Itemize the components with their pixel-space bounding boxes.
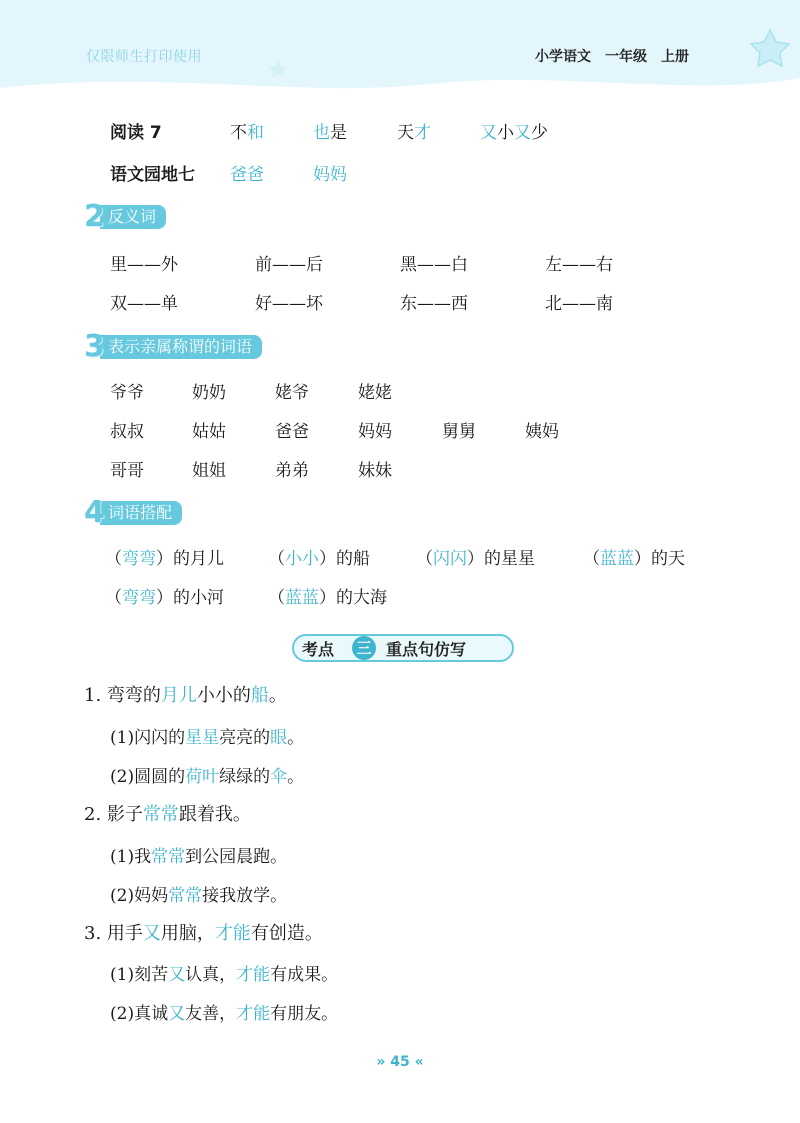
collocation-item: （弯弯）的月儿 <box>105 549 224 569</box>
sentence-1-1: (1)闪闪的星星亮亮的眼。 <box>110 728 305 748</box>
antonym-pair: 左——右 <box>545 255 613 275</box>
collocation-item: （弯弯）的小河 <box>105 588 224 608</box>
kinship-word: 姨妈 <box>525 422 559 442</box>
word-item: 妈妈 <box>313 165 347 185</box>
antonym-pair: 东——西 <box>400 294 468 314</box>
kinship-word: 姐姐 <box>192 461 226 481</box>
section-badge-antonyms: 2 反义词 <box>84 202 166 232</box>
row-title: 阅读 7 <box>110 123 162 143</box>
sentence-3-1: (1)刻苦又认真，才能有成果。 <box>110 965 339 985</box>
antonym-pair: 北——南 <box>545 294 613 314</box>
collocation-item: （闪闪）的星星 <box>416 549 535 569</box>
section-badge-kinship: 3 表示亲属称谓的词语 <box>84 332 262 362</box>
sentence-1: 1. 弯弯的月儿小小的船。 <box>84 685 287 706</box>
kaodian-label: 考点 <box>302 640 335 659</box>
antonym-pair: 黑——白 <box>400 255 468 275</box>
antonym-pair: 前——后 <box>255 255 323 275</box>
kinship-word: 奶奶 <box>192 383 226 403</box>
arrow-left-icon: « <box>414 1054 424 1070</box>
sentence-2-1: (1)我常常到公园晨跑。 <box>110 847 288 867</box>
kinship-word: 爷爷 <box>110 383 144 403</box>
sentence-3: 3. 用手又用脑，才能有创造。 <box>84 923 323 944</box>
kaodian-heading <box>292 634 514 666</box>
kinship-word: 姥爷 <box>275 383 309 403</box>
kinship-word: 姑姑 <box>192 422 226 442</box>
word-item: 天才 <box>397 123 431 143</box>
collocation-item: （蓝蓝）的天 <box>583 549 685 569</box>
page-number: » 45 « <box>376 1054 424 1070</box>
kinship-word: 妈妈 <box>358 422 392 442</box>
kinship-word: 哥哥 <box>110 461 144 481</box>
kinship-word: 妹妹 <box>358 461 392 481</box>
kinship-word: 姥姥 <box>358 383 392 403</box>
collocation-item: （蓝蓝）的大海 <box>268 588 387 608</box>
sentence-1-2: (2)圆圆的荷叶绿绿的伞。 <box>110 767 305 787</box>
antonym-pair: 好——坏 <box>255 294 323 314</box>
sentence-3-2: (2)真诚又友善，才能有朋友。 <box>110 1004 339 1024</box>
collocation-item: （小小）的船 <box>268 549 370 569</box>
row-title: 语文园地七 <box>110 165 195 185</box>
kaodian-title: 重点句仿写 <box>386 640 467 659</box>
arrow-right-icon: » <box>376 1054 386 1070</box>
antonym-pair: 双——单 <box>110 294 178 314</box>
kinship-word: 舅舅 <box>442 422 476 442</box>
section-badge-collocation: 4 词语搭配 <box>84 498 182 528</box>
watermark-text: 仅限师生打印使用 <box>86 49 202 65</box>
kinship-word: 弟弟 <box>275 461 309 481</box>
word-item: 爸爸 <box>230 165 264 185</box>
kinship-word: 爸爸 <box>275 422 309 442</box>
antonym-pair: 里——外 <box>110 255 178 275</box>
kinship-word: 叔叔 <box>110 422 144 442</box>
sentence-2-2: (2)妈妈常常接我放学。 <box>110 886 288 906</box>
word-item: 不和 <box>230 123 264 143</box>
sentence-2: 2. 影子常常跟着我。 <box>84 804 251 825</box>
word-item: 又小又少 <box>480 123 548 143</box>
word-item: 也是 <box>313 123 347 143</box>
kaodian-number: 三 <box>352 636 376 660</box>
subject-label: 小学语文 一年级 上册 <box>535 49 689 65</box>
